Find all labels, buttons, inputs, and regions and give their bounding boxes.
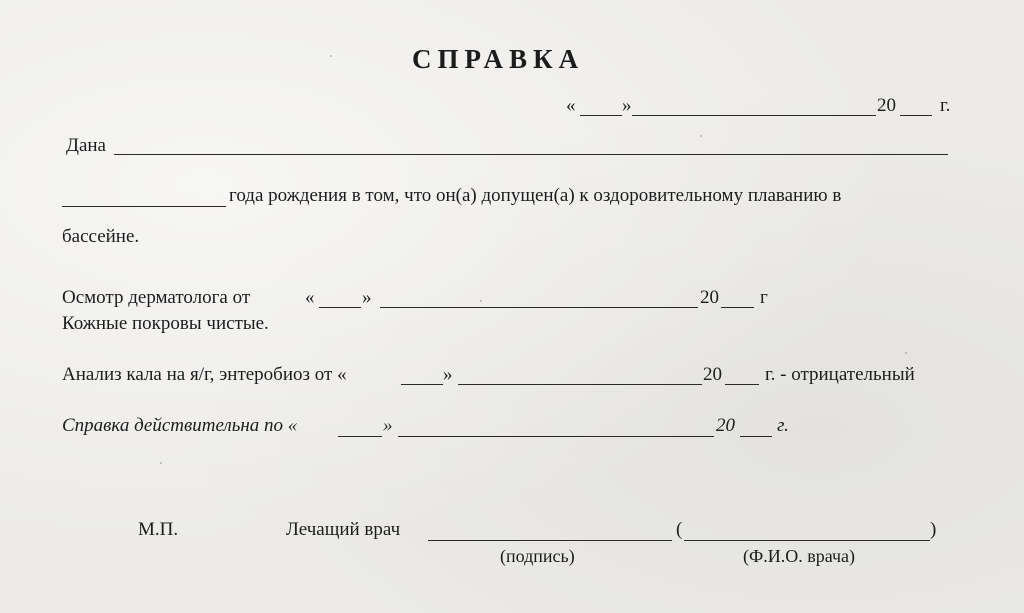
stool-test-day-blank[interactable] [401, 384, 443, 385]
dermatologist-year-blank[interactable] [721, 307, 754, 308]
date-open-quote: « [566, 95, 576, 116]
paper-speck [480, 300, 482, 302]
stool-test-result: г. - отрицательный [765, 364, 915, 385]
validity-day-blank[interactable] [338, 436, 382, 437]
paper-speck [330, 55, 332, 57]
doctor-name-close-paren: ) [930, 519, 937, 540]
validity-year-suffix: г. [777, 415, 789, 436]
dermatologist-open-quote: « [305, 287, 315, 308]
paper-speck [160, 462, 162, 464]
validity-year-blank[interactable] [740, 436, 772, 437]
stool-test-month-blank[interactable] [458, 384, 702, 385]
doctor-name-open-paren: ( [676, 519, 683, 540]
stool-test-year-blank[interactable] [725, 384, 759, 385]
stamp-label: М.П. [138, 519, 179, 540]
dermatologist-label: Осмотр дерматолога от [62, 287, 251, 308]
document-title: СПРАВКА [412, 44, 585, 74]
birth-line-continuation: бассейне. [62, 226, 140, 247]
date-month-blank[interactable] [632, 115, 876, 116]
validity-month-blank[interactable] [398, 436, 714, 437]
stool-test-label: Анализ кала на я/г, энтеробиоз от « [62, 364, 347, 385]
issued-to-label: Дана [66, 135, 106, 156]
dermatologist-year-suffix: г [760, 287, 768, 308]
stool-test-year-prefix: 20 [703, 364, 722, 385]
date-close-quote: » [622, 95, 632, 116]
doctor-name-blank[interactable] [684, 540, 930, 541]
doctor-label: Лечащий врач [286, 519, 401, 540]
issued-to-name-blank[interactable] [114, 154, 948, 155]
dermatologist-close-quote: » [362, 287, 372, 308]
birth-line-text: года рождения в том, что он(а) допущен(а) к оздоровительному плаванию в [229, 185, 842, 206]
validity-close-quote: » [383, 415, 393, 436]
validity-year-prefix: 20 [716, 415, 735, 436]
dermatologist-month-blank[interactable] [380, 307, 698, 308]
date-year-suffix: г. [940, 95, 951, 116]
validity-label: Справка действительна по « [62, 415, 298, 436]
paper-speck [905, 352, 907, 354]
dermatologist-year-prefix: 20 [700, 287, 719, 308]
dermatologist-result: Кожные покровы чистые. [62, 313, 269, 334]
signature-caption: (подпись) [500, 546, 575, 566]
doctor-signature-blank[interactable] [428, 540, 672, 541]
birth-year-blank[interactable] [62, 206, 226, 207]
doctor-name-caption: (Ф.И.О. врача) [743, 546, 856, 566]
date-year-blank[interactable] [900, 115, 932, 116]
stool-test-close-quote: » [443, 364, 453, 385]
date-day-blank[interactable] [580, 115, 622, 116]
dermatologist-day-blank[interactable] [319, 307, 361, 308]
paper-speck [700, 135, 702, 137]
date-year-prefix: 20 [877, 95, 896, 116]
